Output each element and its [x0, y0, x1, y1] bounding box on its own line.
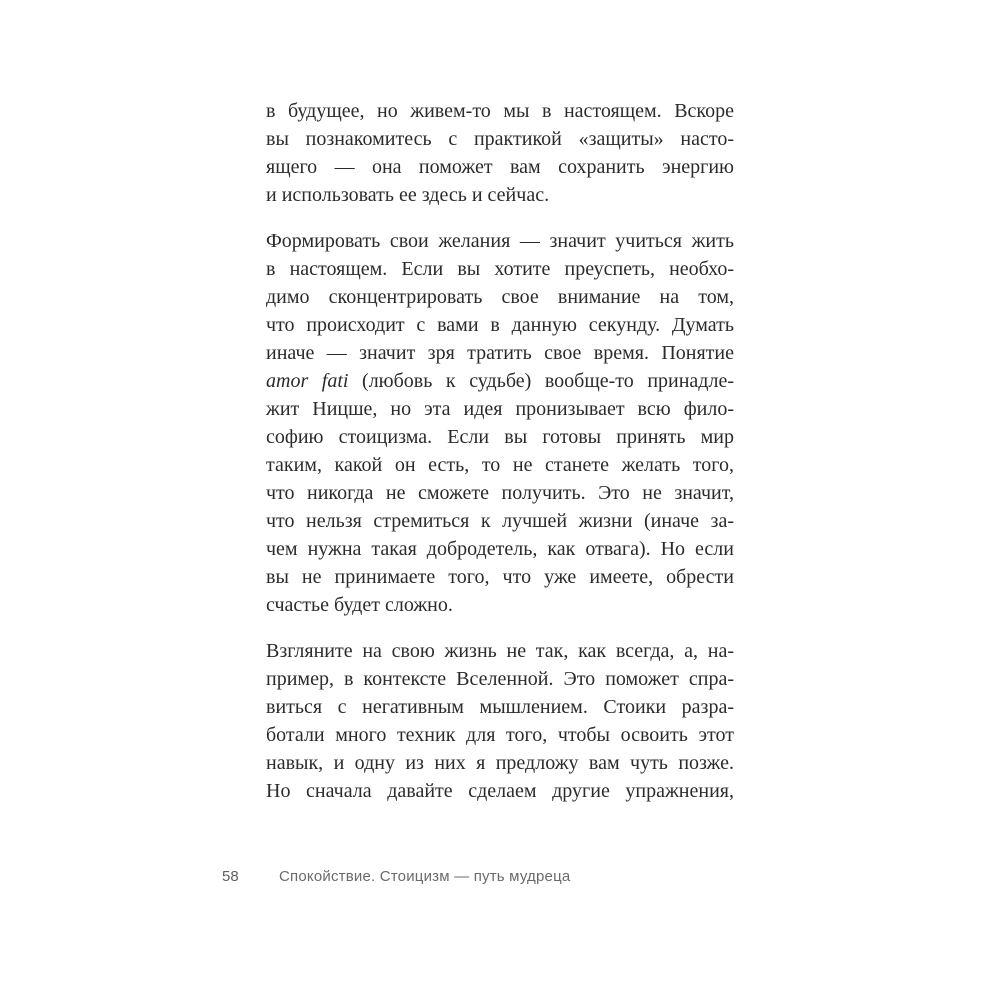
body-text: вы не принимаете того, что уже имеете, обрести — [266, 566, 734, 588]
text-line — [266, 451, 734, 479]
body-text: счастье будет сложно. — [266, 594, 453, 616]
body-text: софию стоицизма. Если вы готовы принять мир — [266, 426, 734, 448]
body-text: таким, какой он есть, то не станете желать того, — [266, 454, 734, 476]
text-line — [266, 125, 734, 153]
text-line — [266, 591, 734, 619]
text-line — [266, 97, 734, 125]
body-text: навык, и одну из них я предложу вам чуть позже. — [266, 752, 734, 774]
text-line — [266, 749, 734, 777]
body-text: Взгляните на свою жизнь не так, как всегда, а, на- — [266, 640, 734, 662]
running-title: Спокойствие. Стоицизм — путь мудреца — [279, 868, 571, 885]
text-line — [266, 423, 734, 451]
text-line — [266, 181, 734, 209]
body-text: иначе — значит зря тратить свое время. Понятие — [266, 342, 734, 364]
text-line — [266, 721, 734, 749]
body-text: в будущее, но живем-то мы в настоящем. Вскоре — [266, 100, 734, 122]
page-text-content — [266, 97, 734, 823]
text-line — [266, 665, 734, 693]
body-text: что происходит с вами в данную секунду. Думать — [266, 314, 734, 336]
page-footer — [0, 866, 1000, 888]
italic-text: amor fati — [266, 370, 349, 392]
paragraph — [266, 227, 734, 619]
body-text: (любовь к судьбе) вообще-то принадле- — [348, 370, 734, 392]
text-line — [266, 563, 734, 591]
body-text: вы познакомитесь с практикой «защиты» насто- — [266, 128, 734, 150]
text-line — [266, 255, 734, 283]
body-text: жит Ницше, но эта идея пронизывает всю фило- — [266, 398, 734, 420]
body-text: Формировать свои желания — значит учиться жить — [266, 230, 734, 252]
paragraph — [266, 637, 734, 805]
body-text: в настоящем. Если вы хотите преуспеть, необхо- — [266, 258, 734, 280]
text-line — [266, 507, 734, 535]
body-text: что никогда не сможете получить. Это не значит, — [266, 482, 734, 504]
text-line — [266, 777, 734, 805]
text-line — [266, 283, 734, 311]
text-line — [266, 367, 734, 395]
body-text: что нельзя стремиться к лучшей жизни (иначе за- — [266, 510, 734, 532]
page-number: 58 — [222, 868, 239, 885]
body-text: виться с негативным мышлением. Стоики разра- — [266, 696, 734, 718]
text-line — [266, 395, 734, 423]
body-text: пример, в контексте Вселенной. Это поможет спра- — [266, 668, 734, 690]
paragraph — [266, 97, 734, 209]
text-line — [266, 339, 734, 367]
text-line — [266, 311, 734, 339]
text-line — [266, 637, 734, 665]
text-line — [266, 227, 734, 255]
text-line — [266, 479, 734, 507]
body-text: ящего — она поможет вам сохранить энергию — [266, 156, 734, 178]
body-text: ботали много техник для того, чтобы освоить этот — [266, 724, 734, 746]
body-text: димо сконцентрировать свое внимание на том, — [266, 286, 734, 308]
text-line — [266, 535, 734, 563]
text-line — [266, 693, 734, 721]
text-line — [266, 153, 734, 181]
body-text: и использовать ее здесь и сейчас. — [266, 184, 550, 206]
body-text: Но сначала давайте сделаем другие упражнения, — [266, 780, 734, 802]
body-text: чем нужна такая добродетель, как отвага). Но если — [266, 538, 734, 560]
